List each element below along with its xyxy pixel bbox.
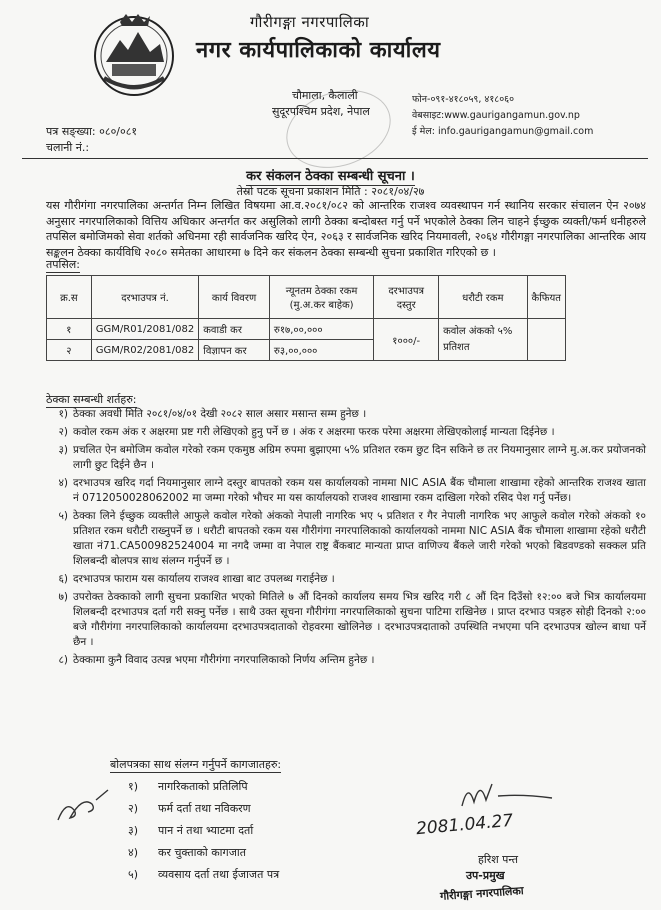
col-sn: क्र.स <box>47 276 92 319</box>
office-name: नगर कार्यपालिकाको कार्यालय <box>196 38 441 63</box>
cell-description: कवाडी कर <box>199 319 270 340</box>
col-remarks: कैफियत <box>527 276 565 319</box>
cell-bid-no: GGM/R02/2081/082 <box>91 340 198 361</box>
document-item: ४) कर चुक्ताको कागजात <box>128 846 247 859</box>
documents-label: बोलपत्रका साथ संलग्न गर्नुपर्ने कागजातहरु: <box>110 758 282 771</box>
contact-block <box>412 92 593 140</box>
cell-bid-no: GGM/R01/2081/082 <box>91 319 198 340</box>
schedule-label: तपसिल: <box>46 258 80 271</box>
col-bid-no: दरभाउपत्र नं. <box>91 276 198 319</box>
cell-min-amount: रु३,००,००० <box>269 340 373 361</box>
header-divider <box>22 158 648 159</box>
table-row <box>47 319 566 340</box>
condition-item: ८) ठेक्कामा कुनै विवाद उत्पन्न भएमा गौरीगंगा नगरपालिकाको निर्णय अन्तिम हुनेछ । <box>58 654 375 666</box>
conditions-list <box>46 407 646 671</box>
initial-signature <box>52 786 112 826</box>
notice-title: कर संकलन ठेक्का सम्बन्धी सूचना । <box>246 169 415 184</box>
documents-list <box>128 776 279 886</box>
municipality-name: गौरीगङ्गा नगरपालिका <box>250 13 370 31</box>
conditions-label: ठेक्का सम्बन्धी शर्तहरु: <box>46 393 137 406</box>
condition-item: २) कवोल रकम अंक र अक्षरमा प्रष्ट गरी लेखिएको हुनु पर्ने छ । अंक र अक्षरमा फरक परेमा अक्षरमा लेखिएकोलाई मान्यता दिईनेछ । <box>58 426 555 438</box>
document-item: २) फर्म दर्ता तथा नविकरण <box>128 802 251 815</box>
col-description: कार्य विवरण <box>199 276 270 319</box>
address-line-2: सुदूरपश्चिम प्रदेश, नेपाल <box>272 105 370 118</box>
letter-number: पत्र सङ्ख्या: ०८०/०८१ <box>46 125 138 138</box>
signatory-office: गौरीगङ्गा नगरपालिका <box>439 884 525 903</box>
cell-description: विज्ञापन कर <box>199 340 270 361</box>
condition-item: ३) प्रचलित ऐन बमोजिम कवोल गरेको रकम एकमुष्ठ अग्रिम रुपमा बुझाएमा ५% प्रतिशत रकम छुट दिन सकिने छ तर नियमानुसार लाग्ने मु.अ.कर प्रयोजनको लागी छुट दिईने छैन । <box>58 444 646 471</box>
condition-item: १) ठेक्का अवधी मिति २०८१/०४/०१ देखी २०८२ साल असार मसान्त सम्म हुनेछ । <box>58 408 367 420</box>
contract-table <box>46 275 566 361</box>
table-header-row <box>47 276 566 319</box>
cell-remarks <box>527 319 565 361</box>
document-item: ५) व्यवसाय दर्ता तथा ईजाजत पत्र <box>128 868 280 881</box>
cell-deposit: कवोल अंकको ५% प्रतिशत <box>439 319 527 361</box>
dispatch-number: चलानी नं.: <box>46 141 90 154</box>
condition-item: ७) उपरोक्त ठेक्काको लागी सुचना प्रकाशित भएको मितिले ७ औं दिनको कार्यालय समय भित्र खरिद गरी ८ औं दिन दिउँसो १२:०० बजे भित्र कार्यालयमा शिलबन्दी दरभाउपत्र दर्ता गरी सक्नु पर्नेछ । साथै उक्त सूचना गौरीगंगा नगरपालिकाको सुचना पाटिमा राखिनेछ । प्राप्त दरभाउ पत्रहरु सोही दिनको २:०० बजे गौरीगंगा नगरपालिकाको कार्यालयमा दरभाउपत्रदाताको रोहवरमा खोलिनेछ । दरभाउपत्रदाताको उपस्थिति नभएमा पनि दरभाउपत्र खोल्न बाधा पर्ने छैन । <box>58 591 646 648</box>
email: ई मेल: info.gaurigangamun@gmail.com <box>412 126 594 137</box>
condition-item: ६) दरभाउपत्र फाराम यस कार्यालय राजश्व शाखा बाट उपलब्ध गराईनेछ । <box>58 573 335 585</box>
signatory-name: हरिश पन्त <box>478 853 519 866</box>
document-item: ३) पान नं तथा भ्याटमा दर्ता <box>128 824 254 837</box>
document-item: १) नागरिकताको प्रतिलिपि <box>128 780 248 793</box>
signatory-designation: उप-प्रमुख <box>466 869 505 882</box>
condition-item: ५) ठेक्का लिने ईच्छुक व्यक्तीले आफुले कवोल गरेको अंकको नेपाली नागरिक भए ५ प्रतिशत र गैर नेपाली नागरिक भए आफुले कवोल गरेको अंकको १० प्रतिशत रकम धरौटी राख्नुपर्ने छ । धरौटी बापतको रकम यस गौरीगंगा नगरपालिकाको कार्यालयको नाममा NIC ASIA बैंक चौमाला शाखामा रहेको धरौटी खाता नं71.CA500982524004 मा नगदै जम्मा वा नेपाल राष्ट्र बैंकबाट मान्यता प्राप्त वाणिज्य बैंकले जारी गरेको भएको बिडवण्डको सक्कल प्रति शिलबन्दी बोलपत्र साथ संलग्न गर्नुपर्ने छ । <box>58 510 646 567</box>
cell-sn: २ <box>47 340 92 361</box>
government-emblem <box>92 12 176 98</box>
publish-date: तेस्रो पटक सूचना प्रकाशन मिति : २०८१/०४/२७ <box>236 185 425 198</box>
website: वेबसाइट:www.gaurigangamun.gov.np <box>412 110 580 121</box>
condition-item: ४) दरभाउपत्र खरिद गर्दा नियमानुसार लाग्ने दस्तुर बापतको रकम यस कार्यालयको नाममा NIC ASIA बैंक चौमाला शाखामा रहेको आन्तरिक राजश्व खाता नं 0712050028062002 मा जम्मा गरेको भौचर मा यस कार्यालयको राजश्व शाखामा रकम दाखिला गरेको रसिद पेश गर्नु पर्नेछ। <box>58 477 646 504</box>
col-deposit: धरौटी रकम <box>439 276 527 319</box>
col-fee: दरभाउपत्र दस्तुर <box>374 276 439 319</box>
cell-min-amount: रु१७,००,००० <box>269 319 373 340</box>
reference-block <box>46 124 137 156</box>
signature-date: 2081.04.27 <box>415 810 515 840</box>
col-min-amount: न्यूनतम ठेक्का रकम (मु.अ.कर बाहेक) <box>269 276 373 319</box>
cell-sn: १ <box>47 319 92 340</box>
address-line-1: चौमाला, कैलाली <box>292 89 358 102</box>
cell-fee: १०००/- <box>374 319 439 361</box>
notice-intro: यस गौरीगंगा नगरपालिका अन्तर्गत निम्न लिखित विषयमा आ.व.२०८१/०८२ को आन्तरिक राजश्व व्यवस्थापन गर्न स्थानिय सरकार संचालन ऐन २०७४ अनुसार नगरपालिकाको वित्तिय अधिकार अन्तर्गत कर असुलिको लागी ठेक्का बन्दोबस्त गर्नु पर्ने भएकोले ठेक्का लिन चाहने ईच्छुक व्यक्ती/फर्म धनीहरुले तपसिल बमोजिमको सेवा शर्तको अधिनमा रही सार्वजनिक खरिद ऐन, २०६३ र सार्वजनिक खरिद नियमावली, २०६४ गौरीगङ्गा नगरपालिका आन्तरिक आय सङ्कलन ठेक्का कार्यविधि २०८० समेतका आधारमा ७ दिने कर संकलन ठेक्का सम्बन्धी सुचना प्रकाशित गरिएको छ । <box>46 199 646 259</box>
phone-number: फोन-०९१-४१८०५९, ४१८०६० <box>412 94 515 105</box>
